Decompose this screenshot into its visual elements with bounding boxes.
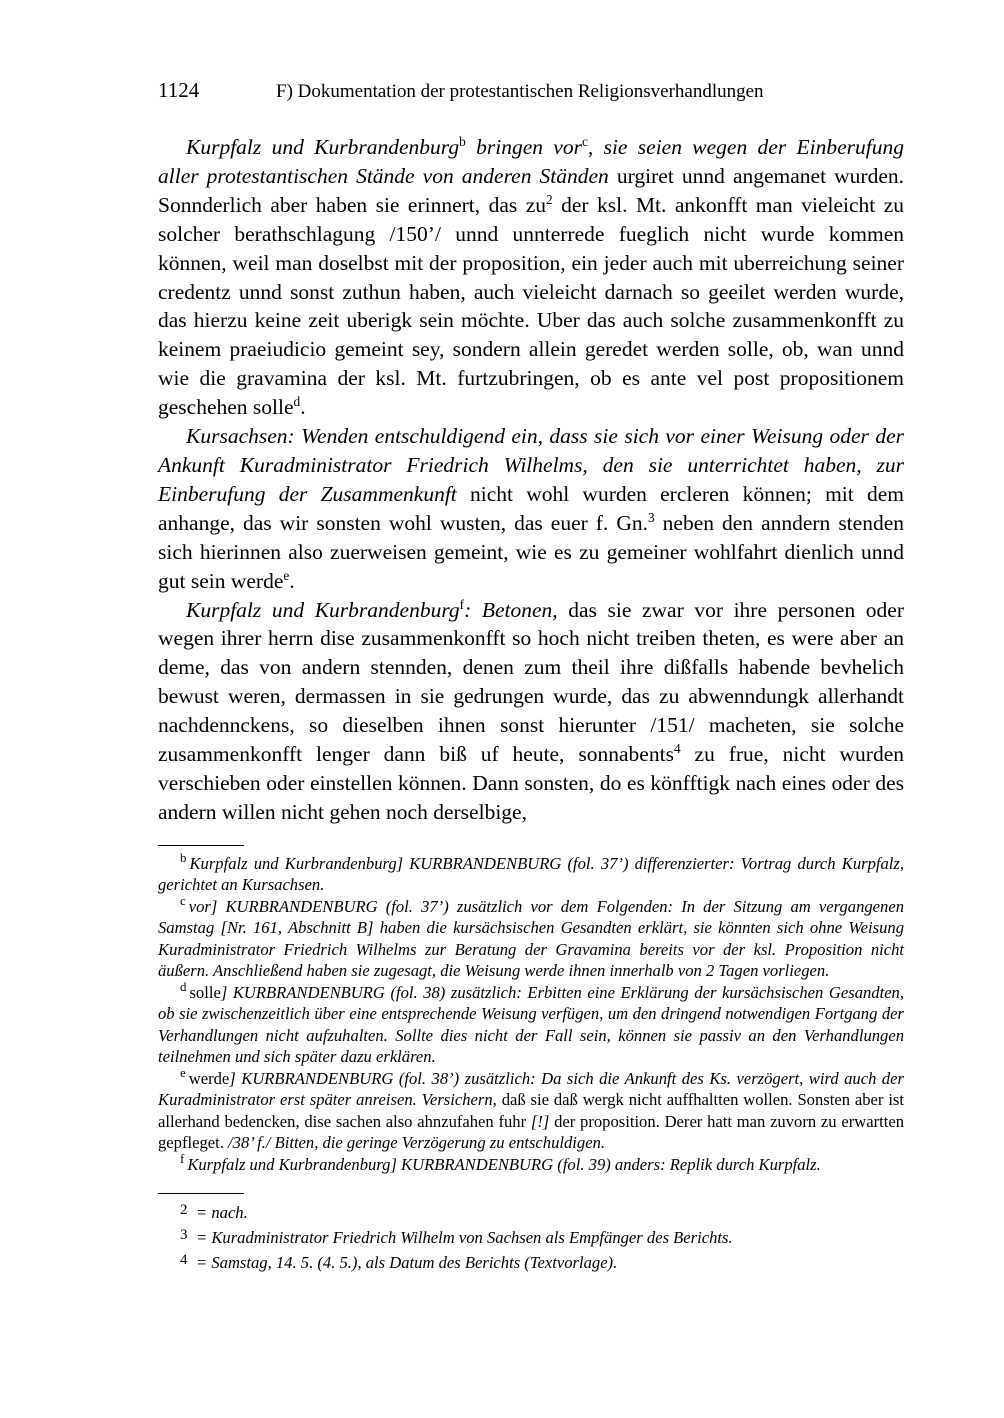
footnote-text-e-5: /38’ f./ Bitten, die geringe Verzögerung zu entschuldigen. [228,1133,606,1153]
p1-marker-d: d [293,394,301,409]
apparatus-number-3: 3 [180,1226,188,1243]
p1-marker-2: 2 [546,191,553,207]
footnote-divider [158,845,244,846]
p1-rest-3: . [300,395,306,420]
footnote-marker-b: b [180,850,187,866]
footnote-marker-f: f [180,1151,185,1166]
footnote-lead-e: werde [188,1068,230,1088]
footnote-c [158,893,904,982]
p1-marker-b: b [459,133,466,149]
p1-lead-italic-3: , sie seien wegen der Einberufung aller protestantischen Stände von anderen Ständen [158,135,904,188]
footnote-text-d: ] KURBRANDENBURG (fol. 38) zusätzlich: Erbitten eine Erklärung der kursächsischen Gesandten, ob sie zwischenzeitlich über eine entsprechende Weisung verfügen, um den dringend notwendigen Fortgang der Verhandlungen nicht aufzuhalten. Sollte dies nicht der Fall sein, können sie passiv an den Verhandlungen teilnehmen und sich später dazu erklären. [158,982,904,1067]
p3-marker-f: f [459,596,465,612]
apparatus-row [158,1226,904,1251]
apparatus-number-4: 4 [180,1251,188,1268]
footnote-text-b: Kurpfalz und Kurbrandenburg] KURBRANDENBURG (fol. 37’) differenzierter: Vortrag durch Kurpfalz, gerichtet an Kursachsen. [158,853,904,895]
footnote-text-e-4: der proposition. Derer hatt man zuvorn zu erwartten gepfleget. [158,1111,904,1153]
apparatus-number-2: 2 [180,1202,188,1219]
p1-rest-1: urgiret unnd angemanet wurden. Sonnderlich aber haben sie erinnert, das zu [158,163,904,217]
apparatus-text-4: = Samstag, 14. 5. (4. 5.), als Datum des Berichts (Textvorlage). [196,1252,618,1272]
apparatus-block [158,1201,904,1276]
p2-rest-3: . [289,568,295,593]
footnote-text-e-1: ] KURBRANDENBURG (fol. 38’) zusätzlich: Da sich die Ankunft des Ks. verzögert, wird auch der Kuradministrator erst später anreisen. Versichern, [158,1068,904,1110]
footnote-f [158,1151,904,1175]
p3-lead-italic-2: : Betonen, [464,597,558,622]
footnote-b [158,850,904,896]
footnote-d [158,979,904,1068]
p3-lead-italic: Kurpfalz und Kurbrandenburg [186,597,460,622]
p2-rest-1: nicht wohl wurden ercleren können; mit dem anhange, das wir sonsten wohl wusten, das euer f. Gn. [158,481,904,535]
footnote-lead-d: solle [189,982,221,1002]
apparatus-row [158,1251,904,1276]
footnote-text-c: vor] KURBRANDENBURG (fol. 37’) zusätzlich vor dem Folgenden: In der Sitzung am vergangenen Samstag [Nr. 161, Abschnitt B] haben die kursächsischen Gesandten erklärt, sie könnten sich ohne Weisung Kuradministrator Friedrich Wilhelms zur Beratung der Gravamina bereits vor der ksl. Proposition nicht äußern. Anschließend haben sie zugesagt, die Weisung werde ihnen innerhalb von 2 Tagen vorliegen. [158,896,904,981]
p1-marker-c: c [581,133,588,149]
apparatus-text-3: = Kuradministrator Friedrich Wilhelm von Sachsen als Empfänger des Berichts. [196,1227,733,1247]
footnote-marker-d: d [180,979,187,995]
p3-rest-2: zu frue, nicht wurden verschieben oder einstellen können. Dann sonsten, do es könfftigk nach eines oder des andern willen nicht gehen noch derselbige, [158,742,905,824]
apparatus-divider [158,1193,244,1194]
page-number: 1124 [158,78,200,102]
p1-rest-2: der ksl. Mt. ankonfft man vieleicht zu solcher berathschlagung /150’/ unnd unnterrede fueglich nicht wurde kommen können, weil man doselbst mit der proposition, ein jeder auch mit uberreichung seiner credentz unnd sonst zuthun haben, auch vieleicht darnach so geeilet werden wurde, das hierzu keine zeit uberigk sein möchte. Uber das auch solche zusammenkonfft zu keinem praeiudicio gemeint sey, sondern allein geredet werden solle, ob, wan unnd wie die gravamina der ksl. Mt. furtzubringen, ob es ante vel post propositionem geschehen solle [158,192,904,420]
p2-rest-2: neben den anndern stenden sich hierinnen also zuerweisen gemeint, wie es zu gemeiner wohlfahrt dienlich unnd gut sein werde [158,510,904,593]
paragraph-3 [158,596,904,827]
footnote-marker-c: c [180,893,186,909]
p2-marker-e: e [283,567,290,583]
page-header [158,78,904,103]
running-title: F) Dokumentation der protestantischen Religionsverhandlungen [276,81,764,102]
p2-marker-3: 3 [648,509,655,525]
footnote-text-e-2: daß sie daß wergk nicht auffhaltten wollen. Sonsten aber ist allerhand bedencken, dise sachen also ahnzufahen fuhr [158,1090,904,1131]
apparatus-text-2: = nach. [196,1203,248,1223]
p3-marker-4: 4 [673,740,681,756]
p1-lead-italic: Kurpfalz und Kurbrandenburg [186,135,460,159]
footnote-e [158,1065,904,1154]
body-text [158,133,904,827]
p1-lead-italic-2: bringen vor [465,135,582,159]
footnote-text-e-3: [!] [530,1111,550,1131]
footnote-block [158,850,904,1175]
p2-lead-italic: Kursachsen: Wenden entschuldigend ein, dass sie sich vor einer Weisung oder der Ankunft Kuradministrator Friedrich Wilhelms, den sie unterrichtet haben, zur Einberufung der Zusammenkunft [158,424,904,506]
footnote-text-f: Kurpfalz und Kurbrandenburg] KURBRANDENBURG (fol. 39) anders: Replik durch Kurpfalz. [187,1154,821,1174]
paragraph-2 [158,422,904,595]
apparatus-row [158,1201,904,1226]
footnote-marker-e: e [180,1065,186,1081]
paragraph-1 [158,133,904,422]
p3-rest-1: das sie zwar vor ihre personen oder wegen ihrer herrn dise zusammenkonfft so hoch nicht treiben theten, es were aber an deme, das von andern stennden, denen zum theil ihre dißfalls habende bevhelich bewust weren, dermassen in sie gedrungen wurde, das zu abwenndungk allerhandt nachdennckens, so dieselben ihnen sonst hierunter /151/ macheten, sie solche zusammenkonfft lenger dann biß uf heute, sonnabents [158,597,904,767]
